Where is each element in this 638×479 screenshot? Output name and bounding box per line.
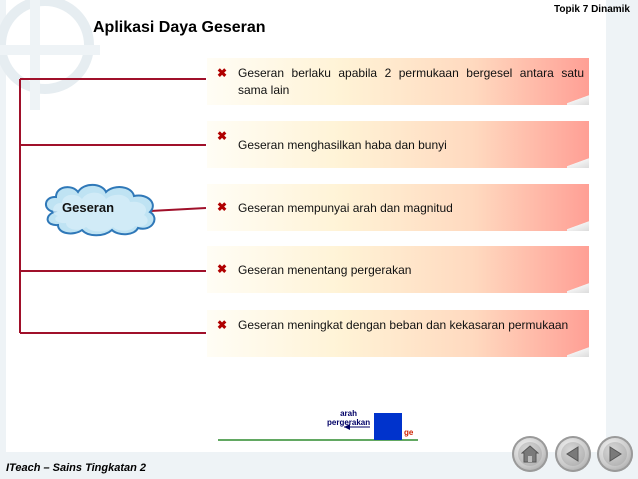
point-box-3 xyxy=(206,183,590,232)
topic-label: Topik 7 Dinamik xyxy=(554,4,630,15)
direction-label-line1: arah xyxy=(340,409,358,418)
point-box-1 xyxy=(206,57,590,106)
direction-label-line2: pergerakan xyxy=(327,418,371,427)
home-button[interactable] xyxy=(512,436,548,472)
direction-label xyxy=(327,409,370,427)
page-curl xyxy=(567,156,589,168)
cross-bullet-icon: ✖ xyxy=(217,262,228,276)
friction-animation xyxy=(218,400,418,445)
point-text-1: Geseran berlaku apabila 2 permukaan bergesel antara satu sama lain xyxy=(238,66,584,97)
home-icon xyxy=(521,445,539,463)
cross-bullet-icon: ✖ xyxy=(217,200,228,214)
point-text-3: Geseran mempunyai arah dan magnitud xyxy=(238,201,453,215)
cross-bullet-icon: ✖ xyxy=(217,129,228,143)
point-text-4: Geseran menentang pergerakan xyxy=(238,263,412,277)
point-box-5 xyxy=(206,309,590,358)
triangle-left-icon xyxy=(564,445,582,463)
page-curl xyxy=(567,219,589,231)
footer-text: ITeach – Sains Tingkatan 2 xyxy=(6,462,146,474)
point-box-2 xyxy=(206,120,590,169)
page-curl xyxy=(567,281,589,293)
page-curl xyxy=(567,345,589,357)
page-curl xyxy=(567,93,589,105)
point-text-2: Geseran menghasilkan haba dan bunyi xyxy=(238,138,447,152)
cross-bullet-icon: ✖ xyxy=(217,66,228,80)
forward-button[interactable] xyxy=(597,436,633,472)
point-box-4 xyxy=(206,245,590,294)
partial-label: ge xyxy=(404,428,414,437)
point-text-5: Geseran meningkat dengan beban dan kekasaran permukaan xyxy=(238,318,569,332)
page-title: Aplikasi Daya Geseran xyxy=(93,19,266,36)
triangle-right-icon xyxy=(606,445,624,463)
cross-bullet-icon: ✖ xyxy=(217,318,228,332)
center-node-label: Geseran xyxy=(62,200,115,215)
back-button[interactable] xyxy=(555,436,591,472)
